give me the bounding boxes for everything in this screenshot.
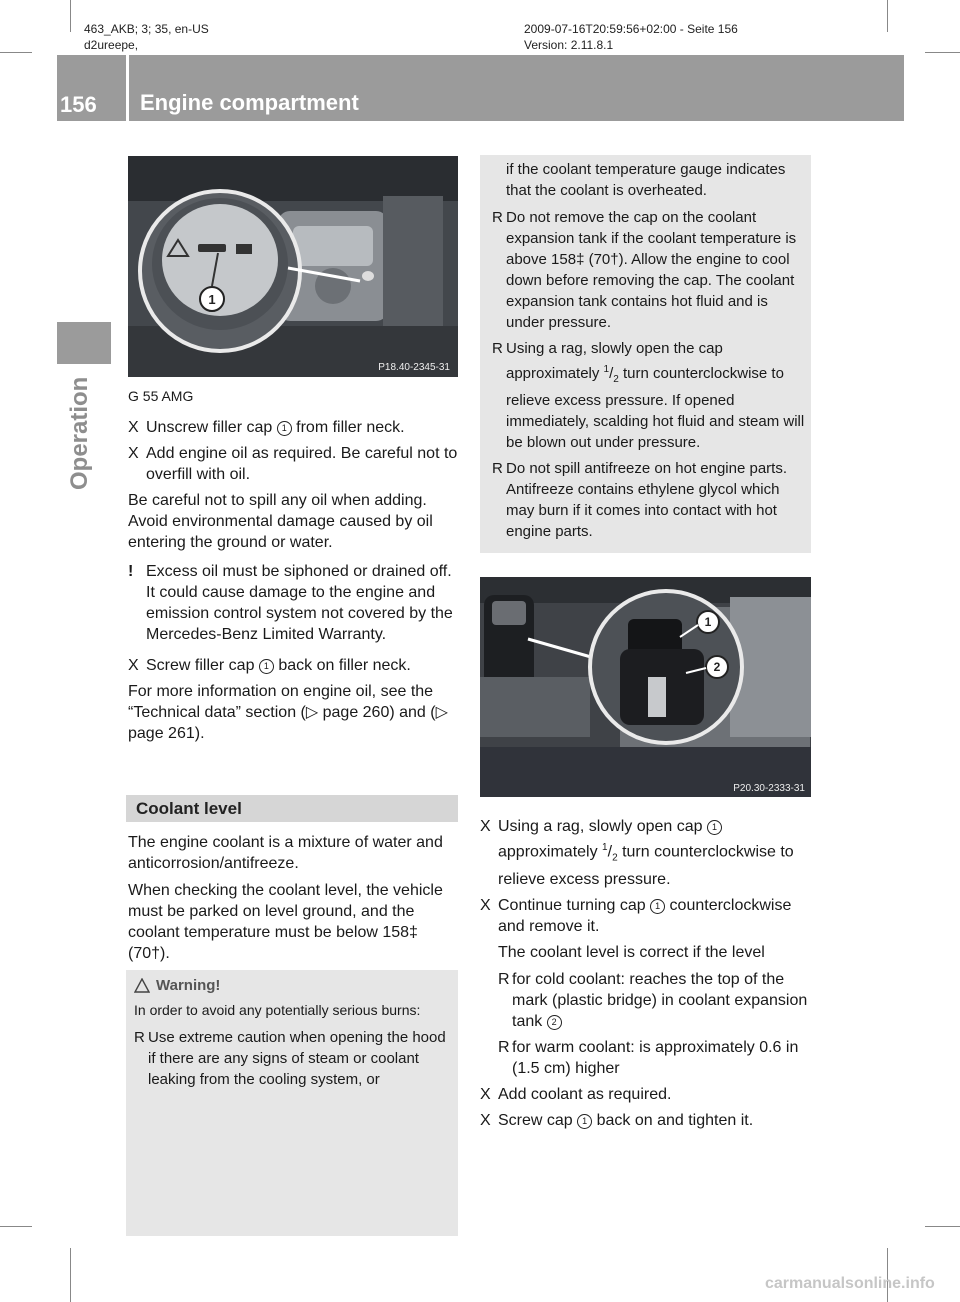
oil-filler-figure: [128, 156, 458, 377]
callout-1-icon: 1: [259, 659, 274, 674]
step-tighten-cap: X Screw cap 1 back on and tighten it.: [480, 1111, 754, 1129]
sub-bullet-warm: R for warm coolant: is approximately 0.6 in (1.5 cm) higher: [498, 1038, 799, 1077]
crop-mark: [925, 1226, 960, 1227]
fraction-denominator: 2: [612, 852, 618, 864]
step-marker: X: [128, 657, 139, 674]
side-tab-marker: [57, 322, 111, 364]
warning-bullet: R Do not remove the cap on the coolant expansion tank if the coolant temperature is above 158‡ (70†). Allow the engine to cool down before removing the cap. The coolant expansion tank contains hot fluid and is under pressure.: [492, 209, 797, 331]
meta-doc-id: 463_AKB; 3; 35, en-US: [84, 22, 209, 36]
figure1-caption: G 55 AMG: [128, 388, 194, 404]
notice-excess-oil: ! Excess oil must be siphoned or drained off. It could cause damage to the engine and emission control system not covered by the Mercedes-Benz Limited Warranty.: [128, 563, 453, 643]
warning-content-continued: [492, 159, 807, 547]
header-divider: [126, 55, 129, 121]
crop-mark: [70, 0, 71, 32]
bullet-marker: R: [492, 340, 503, 357]
step-marker: X: [128, 419, 139, 436]
crop-mark: [0, 1226, 32, 1227]
callout-1-icon: 1: [650, 899, 665, 914]
page-ref-arrow-icon: ▷: [305, 704, 319, 721]
paragraph-coolant-check: When checking the coolant level, the vehicle must be parked on level ground, and the coolant temperature must be below 158‡ (70†).: [128, 882, 443, 962]
figure1-code: P18.40-2345-31: [378, 362, 450, 373]
step-marker: X: [480, 1085, 491, 1103]
warning-triangle-icon: [134, 978, 150, 993]
figure2-callout-2: 2: [713, 660, 721, 674]
bullet-marker: R: [492, 209, 503, 226]
step-screw-cap: X Screw filler cap 1 back on filler neck.: [128, 657, 411, 674]
page-link-261[interactable]: page 261).: [128, 725, 205, 742]
warning-heading: Warning!: [134, 975, 454, 996]
warning-bullet: R Using a rag, slowly open the cap approximately $^1/_2$ turn counterclockwise to relieve excess pressure. If opened immediately, scalding hot fluid and steam will be blown out under pressure.: [492, 340, 805, 451]
warning-intro: In order to avoid any potentially serious burns:: [134, 1002, 421, 1018]
step-marker: X: [480, 1111, 491, 1129]
crop-mark: [70, 1248, 71, 1302]
coolant-intro: [128, 832, 460, 970]
figure2-code: P20.30-2333-31: [733, 783, 805, 794]
crop-mark: [0, 52, 32, 53]
warning-continued-text: if the coolant temperature gauge indicates that the coolant is overheated.: [506, 161, 786, 199]
engine-photo-illustration: [128, 156, 458, 377]
sub-bullet-cold: R for cold coolant: reaches the top of the mark (plastic bridge) in coolant expansion tank 2: [498, 970, 808, 1030]
bullet-marker: R: [134, 1029, 145, 1046]
step-marker: X: [480, 818, 491, 835]
crop-mark: [887, 0, 888, 32]
page-number: 156: [60, 92, 97, 117]
warning-bullet: R Use extreme caution when opening the hood if there are any signs of steam or coolant leaking from the cooling system, or: [134, 1029, 446, 1088]
meta-author: d2ureepe,: [84, 38, 139, 52]
bullet-marker: R: [498, 970, 510, 988]
callout-1-icon: 1: [577, 1114, 592, 1129]
figure1-callout-1: 1: [208, 292, 216, 307]
side-tab-label: Operation: [66, 376, 93, 490]
figure2-callout-1: 1: [704, 615, 712, 629]
coolant-photo-illustration: [480, 577, 811, 797]
paragraph-coolant-mixture: The engine coolant is a mixture of water and anticorrosion/antifreeze.: [128, 834, 443, 872]
notice-icon: !: [128, 563, 134, 580]
bullet-marker: R: [492, 460, 503, 477]
coolant-tank-figure: [480, 577, 811, 797]
page-link-260[interactable]: page 260) and (: [318, 704, 436, 721]
callout-1-icon: 1: [707, 820, 722, 835]
callout-1-icon: 1: [277, 421, 292, 436]
step-marker: X: [480, 896, 491, 914]
meta-timestamp: 2009-07-16T20:59:56+02:00 - Seite 156: [524, 22, 738, 36]
bullet-marker: R: [498, 1038, 510, 1056]
fraction-numerator: 1: [603, 364, 610, 375]
watermark: carmanualsonline.info: [765, 1275, 935, 1292]
paragraph-more-info: For more information on engine oil, see the “Technical data” section (▷ page 260) and (▷ page 261).: [128, 683, 448, 742]
left-column: [128, 386, 460, 750]
crop-mark: [925, 52, 960, 53]
fraction-denominator: 2: [613, 374, 619, 385]
paragraph-spill: Be careful not to spill any oil when adding. Avoid environmental damage caused by oil entering the ground or water.: [128, 492, 433, 551]
section-header-coolant: [126, 795, 458, 822]
warning-content: [134, 975, 454, 1095]
right-steps: [480, 816, 812, 1136]
step-marker: X: [128, 445, 139, 462]
step-unscrew-cap: X Unscrew filler cap 1 from filler neck.: [128, 419, 405, 436]
step-open-cap: X Using a rag, slowly open cap 1 approximately $^1/_2$ turn counterclockwise to relieve excess pressure.: [480, 818, 794, 888]
page-ref-arrow-icon: ▷: [435, 704, 448, 721]
meta-version: Version: 2.11.8.1: [524, 38, 614, 52]
step-remove-cap: X Continue turning cap 1 counterclockwise and remove it.: [480, 896, 792, 935]
section-title: Coolant level: [136, 799, 242, 818]
warning-bullet: R Do not spill antifreeze on hot engine parts. Antifreeze contains ethylene glycol which may burn if it comes into contact with hot engine parts.: [492, 460, 788, 540]
fraction-numerator: 1: [602, 842, 608, 853]
page-title: Engine compartment: [140, 90, 359, 115]
step-add-coolant: X Add coolant as required.: [480, 1085, 672, 1103]
coolant-level-note: The coolant level is correct if the level: [498, 943, 765, 961]
callout-2-icon: 2: [547, 1015, 562, 1030]
step-add-oil: X Add engine oil as required. Be careful not to overfill with oil.: [128, 445, 458, 483]
